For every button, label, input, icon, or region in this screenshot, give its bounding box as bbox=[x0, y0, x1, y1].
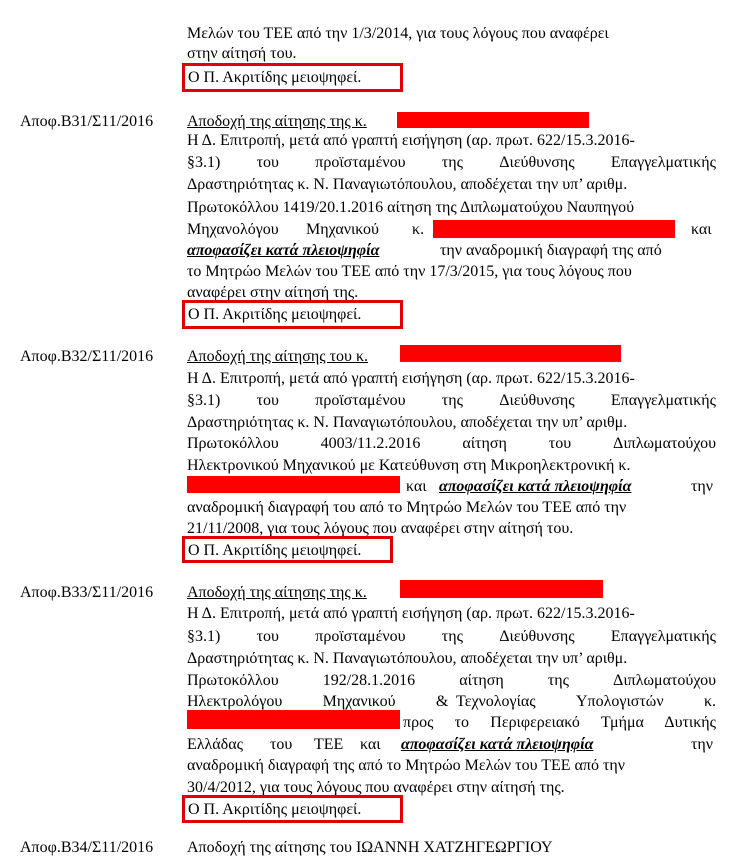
decision-b31-dissent: Ο Π. Ακριτίδης μειοψηφεί. bbox=[188, 306, 362, 323]
word: §3.1) bbox=[187, 392, 221, 409]
decision-b33-line-7-word-4: και bbox=[360, 736, 381, 753]
decision-b32-dissent-highlight-box bbox=[182, 536, 393, 563]
decision-b33-majority-phrase: αποφασίζει κατά πλειοψηφία bbox=[401, 736, 594, 753]
decision-b32-line-6a: και bbox=[406, 478, 427, 495]
decision-b33-dissent-highlight-box bbox=[182, 795, 403, 823]
decision-b32-label: Αποφ.Β32/Σ11/2016 bbox=[20, 348, 154, 365]
top-text-line-2: στην αίτησή του. bbox=[187, 45, 297, 62]
decision-b33-line-2 bbox=[187, 627, 716, 646]
decision-b33-name-redaction bbox=[400, 580, 603, 598]
decision-b32-line-8: 21/11/2008, για τους λόγους που αναφέρει στην αίτησή του. bbox=[187, 520, 574, 537]
word: της bbox=[441, 628, 463, 645]
word: Μηχανικού bbox=[322, 693, 396, 710]
decision-b33-line-7-word-1: Ελλάδας bbox=[187, 736, 243, 753]
word: αίτηση bbox=[459, 672, 504, 689]
word: 192/28.1.2016 bbox=[322, 672, 416, 689]
decision-b31-title: Αποδοχή της αίτησης της κ. bbox=[187, 113, 367, 130]
decision-b31-line-3: Δραστηριότητας κ. Ν. Παναγιωτόπουλου, αποδέχεται την υπ’ αριθμ. bbox=[187, 176, 628, 193]
word: Επαγγελματικής bbox=[610, 628, 716, 645]
decision-b31-name-redaction bbox=[397, 112, 589, 128]
word: Υπολογιστών bbox=[575, 693, 664, 710]
decision-b32-line-4 bbox=[187, 434, 716, 453]
decision-b33-line-5 bbox=[187, 692, 716, 711]
word: Διπλωματούχου bbox=[613, 672, 716, 689]
decision-b31-line-1: Η Δ. Επιτροπή, μετά από γραπτή εισήγηση (αρ. πρωτ. 622/15.3.2016- bbox=[187, 132, 635, 149]
word: 4003/11.2.2016 bbox=[320, 435, 421, 452]
decision-b33-line-1: Η Δ. Επιτροπή, μετά από γραπτή εισήγηση (αρ. πρωτ. 622/15.3.2016- bbox=[187, 605, 635, 622]
word: Ηλεκτρολόγου bbox=[187, 693, 283, 710]
decision-b32-line-5: Ηλεκτρονικού Μηχανικού με Κατεύθυνση στη Μικροηλεκτρονική κ. bbox=[187, 457, 631, 474]
word: Διεύθυνσης bbox=[499, 628, 575, 645]
word: κ. bbox=[703, 693, 716, 710]
decision-b32-line-3: Δραστηριότητας κ. Ν. Παναγιωτόπουλου, αποδέχεται την υπ’ αριθμ. bbox=[187, 414, 628, 431]
word: του bbox=[548, 435, 572, 452]
word: του bbox=[256, 154, 279, 171]
word: της bbox=[441, 392, 463, 409]
decision-b33-line-6: προς το Περιφερειακό Τμήμα Δυτικής bbox=[403, 714, 716, 731]
decision-b31-line-5c: κ. bbox=[412, 221, 425, 238]
decision-b31-dissent-highlight-box bbox=[182, 300, 403, 329]
top-dissent: Ο Π. Ακριτίδης μειοψηφεί. bbox=[188, 69, 362, 86]
decision-b31-line-6b: την αναδρομική διαγραφή της από bbox=[440, 242, 662, 259]
decision-b34-label: Αποφ.Β34/Σ11/2016 bbox=[20, 839, 154, 856]
decision-b33-label: Αποφ.Β33/Σ11/2016 bbox=[20, 584, 154, 601]
word: προϊσταμένου bbox=[315, 154, 406, 171]
decision-b32-majority-phrase: αποφασίζει κατά πλειοψηφία bbox=[439, 478, 632, 495]
decision-b32-line-1: Η Δ. Επιτροπή, μετά από γραπτή εισήγηση (αρ. πρωτ. 622/15.3.2016- bbox=[187, 370, 635, 387]
word: της bbox=[547, 672, 569, 689]
word: αίτηση bbox=[462, 435, 507, 452]
decision-b32-name-redaction-2 bbox=[187, 476, 400, 493]
word: της bbox=[441, 154, 463, 171]
decision-b33-line-8: αναδρομική διαγραφή της από το Μητρώο Μελών του ΤΕΕ από την bbox=[187, 757, 626, 774]
word: §3.1) bbox=[187, 154, 221, 171]
decision-b31-majority-phrase: αποφασίζει κατά πλειοψηφία bbox=[187, 242, 380, 259]
decision-b33-line-7-word-3: ΤΕΕ bbox=[314, 736, 344, 753]
decision-b33-line-7c: την bbox=[691, 736, 714, 753]
decision-b32-title: Αποδοχή της αίτησης του κ. bbox=[187, 348, 368, 365]
decision-b32-line-2 bbox=[187, 391, 716, 410]
word: §3.1) bbox=[187, 628, 221, 645]
decision-b31-name-redaction-2 bbox=[433, 220, 675, 238]
decision-b32-name-redaction bbox=[400, 345, 621, 362]
decision-b32-line-7: αναδρομική διαγραφή του από το Μητρώο Μελών του ΤΕΕ από την bbox=[187, 499, 627, 516]
decision-b31-line-7: το Μητρώο Μελών του ΤΕΕ από την 17/3/2015, για τους λόγους που bbox=[187, 263, 632, 280]
word: Διπλωματούχου bbox=[613, 435, 716, 452]
top-dissent-highlight-box bbox=[182, 63, 403, 92]
decision-b33-dissent: Ο Π. Ακριτίδης μειοψηφεί. bbox=[188, 801, 362, 818]
decision-b32-line-6c: την bbox=[691, 478, 714, 495]
decision-b31-line-4: Πρωτοκόλλου 1419/20.1.2016 αίτηση της Διπλωματούχου Ναυπηγού bbox=[187, 199, 635, 216]
word: Πρωτοκόλλου bbox=[187, 435, 279, 452]
decision-b31-line-5a: Μηχανολόγου bbox=[187, 221, 279, 238]
word: προϊσταμένου bbox=[315, 392, 406, 409]
decision-b31-line-5d: και bbox=[691, 221, 712, 238]
decision-b33-title: Αποδοχή της αίτησης της κ. bbox=[187, 584, 367, 601]
decision-b31-line-5b: Μηχανικού bbox=[306, 221, 379, 238]
decision-b33-line-4 bbox=[187, 671, 716, 690]
decision-b31-line-2 bbox=[187, 153, 716, 172]
top-text-line-1: Μελών του ΤΕΕ από την 1/3/2014, για τους λόγους που αναφέρει bbox=[187, 25, 609, 42]
decision-b33-line-9: 30/4/2012, για τους λόγους που αναφέρει στην αίτησή της. bbox=[187, 779, 565, 796]
word: Διεύθυνσης bbox=[499, 392, 575, 409]
word: Επαγγελματικής bbox=[610, 154, 716, 171]
word: του bbox=[256, 392, 279, 409]
word: προϊσταμένου bbox=[315, 628, 406, 645]
decision-b33-name-redaction-2 bbox=[187, 710, 400, 729]
decision-b33-line-7-word-2: του bbox=[270, 736, 293, 753]
word: Επαγγελματικής bbox=[610, 392, 716, 409]
word: Πρωτοκόλλου bbox=[187, 672, 279, 689]
word: του bbox=[256, 628, 279, 645]
decision-b34-text: Αποδοχή της αίτησης του ΙΩΑΝΝΗ ΧΑΤΖΗΓΕΩΡΓΙΟΥ bbox=[187, 839, 553, 856]
decision-b31-line-8: αναφέρει στην αίτησή της. bbox=[187, 284, 359, 301]
word: & Τεχνολογίας bbox=[435, 693, 536, 710]
decision-b33-line-3: Δραστηριότητας κ. Ν. Παναγιωτόπουλου, αποδέχεται την υπ’ αριθμ. bbox=[187, 650, 628, 667]
decision-b31-label: Αποφ.Β31/Σ11/2016 bbox=[20, 113, 154, 130]
word: Διεύθυνσης bbox=[499, 154, 575, 171]
decision-b32-dissent: Ο Π. Ακριτίδης μειοψηφεί. bbox=[188, 542, 362, 559]
